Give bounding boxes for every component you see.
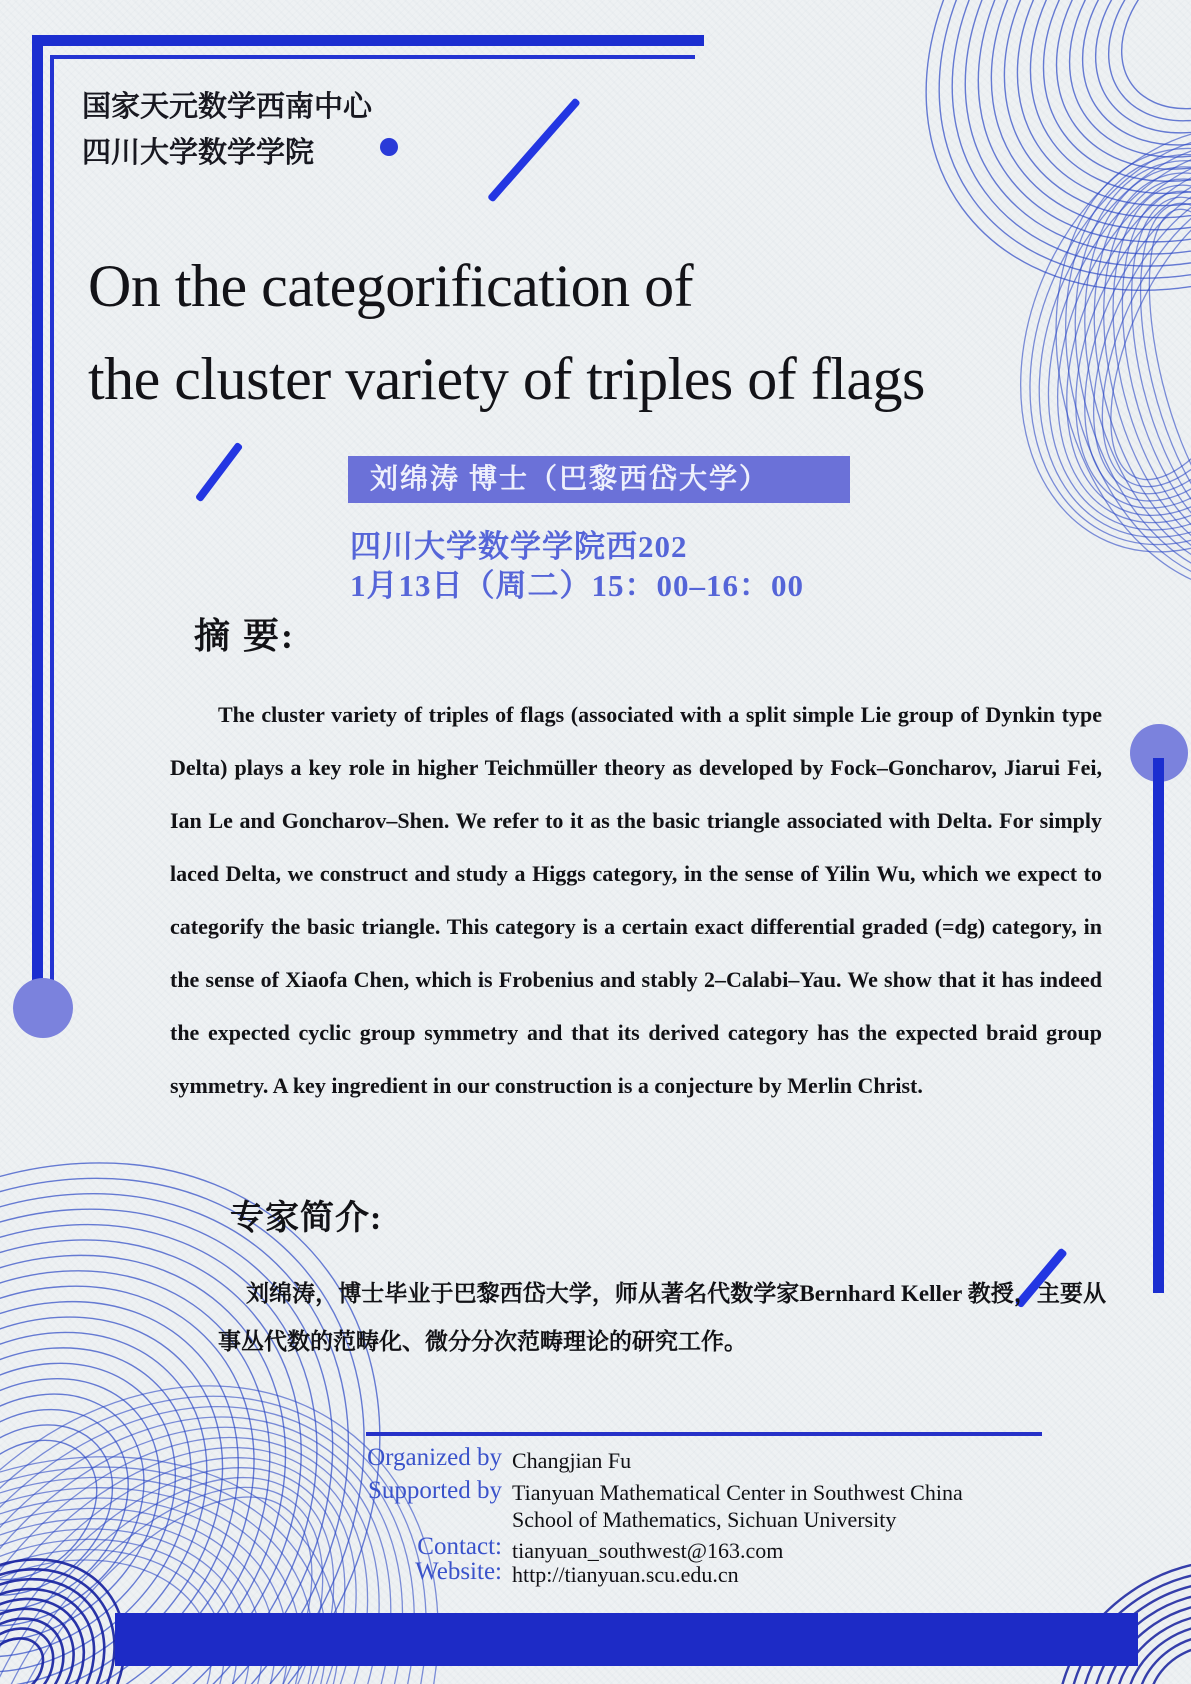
bio-text: 刘绵涛，博士毕业于巴黎西岱大学，师从著名代数学家Bernhard Keller 教授，主要从事丛代数的范畴化、微分分次范畴理论的研究工作。: [218, 1281, 1106, 1354]
supporter-line2: School of Mathematics, Sichuan University: [512, 1507, 897, 1532]
accent-dot-decoration: [380, 138, 398, 156]
bottom-blue-bar: [115, 1613, 1138, 1666]
frame-left-thick-line: [32, 35, 43, 1000]
website-label: Website:: [415, 1558, 502, 1585]
abstract-text: The cluster variety of triples of flags (associated with a split simple Lie group of Dynkin type Delta) plays a key role in higher Teichmüller theory as developed by Fock–Goncharov, Jiarui Fei, Ian Le and Goncharov–Shen. We refer to it as the basic triangle associated with Delta. For simply laced Delta, we construct and study a Higgs category, in the sense of Yilin Wu, which we expect to categorify the basic triangle. This category is a certain exact differential graded (=dg) category, in the sense of Xiaofa Chen, which is Frobenius and stably 2–Calabi–Yau. We show that it has indeed the expected cyclic group symmetry and that its derived category has the expected braid group symmetry. A key ingredient in our construction is a conjecture by Merlin Christ.: [170, 702, 1102, 1098]
venue-text: 四川大学数学学院西202: [350, 529, 688, 564]
talk-title-line1: On the categorification of: [88, 253, 694, 319]
supported-by-label: Supported by: [367, 1477, 502, 1504]
right-vertical-line: [1153, 758, 1164, 1293]
bio-heading: 专家简介:: [230, 1200, 383, 1237]
footer-divider-line: [366, 1432, 1042, 1436]
abstract-heading: 摘 要:: [194, 616, 295, 656]
speaker-name: 刘绵涛 博士（巴黎西岱大学）: [370, 464, 770, 495]
supporter-line1: Tianyuan Mathematical Center in Southwest China: [512, 1480, 963, 1505]
organization-name-line2: 四川大学数学学院: [82, 137, 315, 169]
frame-left-thin-line: [50, 55, 54, 1018]
organizer-name: Changjian Fu: [512, 1448, 632, 1473]
frame-top-thin-line: [50, 55, 695, 59]
frame-top-thick-line: [32, 35, 704, 46]
spirograph-top-right-decoration: [691, 0, 1191, 620]
organized-by-label: Organized by: [367, 1444, 502, 1471]
contact-label: Contact:: [417, 1533, 502, 1560]
diagonal-slash-top: [487, 97, 581, 202]
contact-email: tianyuan_southwest@163.com: [512, 1538, 784, 1563]
left-circle-decoration: [13, 978, 73, 1038]
speaker-highlight-bar: [348, 456, 850, 503]
diagonal-slash-middle-left: [195, 442, 244, 503]
date-time-text: 1月13日（周二）15：00–16：00: [350, 568, 804, 603]
organization-name-line1: 国家天元数学西南中心: [82, 91, 373, 123]
talk-title-line2: the cluster variety of triples of flags: [88, 346, 925, 412]
website-url: http://tianyuan.scu.edu.cn: [512, 1562, 739, 1587]
supporter-names: [512, 1479, 963, 1533]
